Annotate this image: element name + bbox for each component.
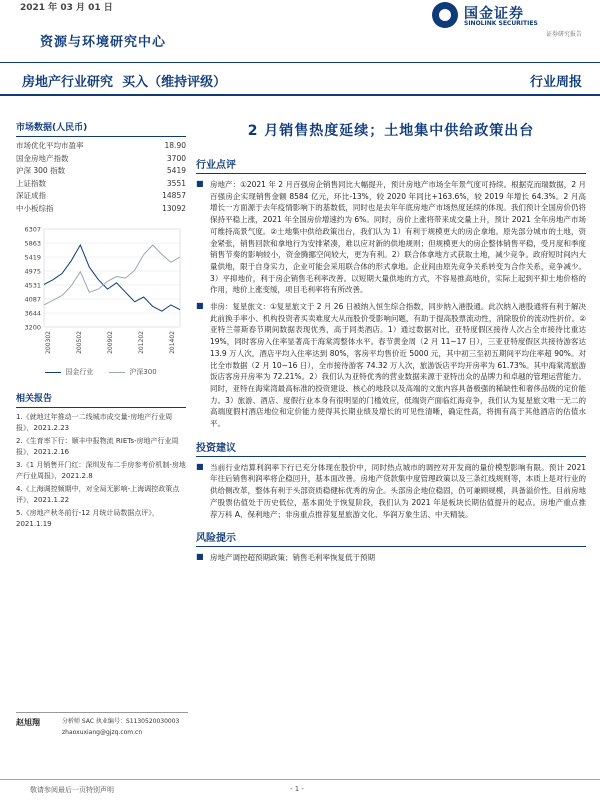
sidebar [16, 120, 186, 532]
related-report-item[interactable]: 2.《生育率下行：顺丰中报物流 RIETs-房地产行业周报》，2021.2.16 [16, 437, 179, 456]
related-reports-heading: 相关报告 [16, 391, 186, 408]
index-line-chart [16, 223, 186, 361]
section-risk: 风险提示 [196, 529, 586, 547]
rating: 买入（维持评级） [122, 75, 227, 90]
analyst-email[interactable]: zhaoxuxiang@gjzq.com.cn [62, 729, 143, 736]
market-row [16, 203, 186, 216]
market-row [16, 153, 186, 166]
market-label: 深证成指 [16, 191, 46, 200]
analyst-cert: 分析师 SAC 执业编号：S1130520030003 [62, 718, 180, 725]
bullet-icon: ■ [196, 179, 204, 188]
main-content [196, 120, 586, 569]
report-date: 2021 年 03 月 01 日 [20, 3, 113, 13]
series-line-industry [44, 245, 180, 311]
market-row [16, 190, 186, 203]
related-report-item[interactable]: 3.《1 月销售开门红：深圳发布二手房参考价机制-房地产行业周报》，2021.2.8 [16, 461, 186, 480]
y-tick-label: 5419 [24, 253, 41, 262]
y-tick-label: 4087 [24, 295, 41, 304]
series-line-hs300 [44, 245, 180, 305]
market-value: 13092 [162, 203, 186, 213]
y-tick-label: 4531 [24, 281, 41, 290]
footer-divider [0, 779, 600, 780]
report-title: 2 月销售热度延续；土地集中供给政策出台 [247, 123, 535, 139]
report-type: 房地产行业研究 [22, 75, 114, 90]
market-row [16, 165, 186, 178]
market-value: 18.90 [164, 141, 186, 150]
market-data-heading: 市场数据(人民币) [16, 120, 186, 137]
footer-disclaimer: 敬请参阅最后一页特别声明 [30, 786, 114, 794]
page-number: - 1 - [290, 785, 304, 793]
logo-mark-icon [432, 2, 458, 28]
bullet-icon: ■ [196, 301, 204, 311]
y-tick-label: 5863 [24, 239, 41, 248]
y-tick-label: 3644 [24, 309, 41, 318]
market-label: 上证指数 [16, 178, 46, 188]
report-category: 行业周报 [529, 75, 582, 90]
market-label: 沪深 300 指数 [16, 166, 66, 175]
plot-area [44, 229, 180, 327]
market-label: 国金房地产指数 [16, 153, 69, 163]
y-tick-label: 4975 [24, 267, 41, 276]
related-report-item[interactable]: 5.《房地产秋冬前行-12 月统计局数据点评》，2021.1.19 [16, 509, 159, 528]
x-tick-label: 200302 [45, 331, 52, 354]
market-data-table [16, 140, 186, 215]
company-logo [432, 2, 582, 36]
logo-subtitle: 证券研究报告 [545, 31, 582, 38]
x-tick-label: 201402 [169, 331, 176, 354]
legend-item-industry: 国金行业 [45, 367, 93, 377]
related-report-item[interactable]: 1.《就地过年推动一二线城市成交量-房地产行业周报》，2021.2.23 [16, 413, 173, 432]
report-banner [0, 62, 600, 96]
research-dept: 资源与环境研究中心 [40, 35, 167, 50]
related-report-item[interactable]: 4.《上海调控频期中，对全局无影响-上海调控政策点评》，2021.1.22 [16, 485, 180, 504]
x-tick-label: 200902 [107, 331, 114, 354]
legend-item-hs300: 沪深300 [109, 367, 156, 377]
paragraph-real-estate: ■ 房地产：①2021 年 2 月百强房企销售同比大幅提升，预计房地产市场全年景气度可持续。根据克而瑞数据，2 月百强房企实现销售金额 8584 亿元，环比-13%，较 2020 年同比+163.6%，较 2019 年增长 64.3%。2 月高增长一方面源于去年疫情影响下的基数低，同时也是去年年底房地产市场热度延续的体现。我们预计全国房价仍将保持平稳上涨，2021 年全国房价增速约为 6%。同时，房价上涨将带来成交量上升，预计 2021 全年房地产市场可维持高景气度。②土地集中供给政策出台，我们认为 1）有利于规模更大的房企拿地。原先部分城市的土地，资金紧张，销售回款和拿地行为安排紧凑，难以应对新的供地规则；但规模更大的房企整体销售平稳，受月度和季度销售节奏的影响较小，资金腾挪空间较大，更为有利。2）联合体拿地方式获取土地，减少竞争。政府短时间内大量供地，限于自身实力，企业可能会采用联合体的形式拿地。企业间由原先竞争关系转变为合作关系，竞争减少。3）平抑地价，利于房企销售毛利率改善。以短期大量供地的方式，不容易推高地价，实际上起到平抑土地价格的作用，地价上涨变缓，项目毛利率将有所改善。 [196, 179, 586, 295]
chart-legend [16, 367, 186, 377]
section-investment: 投资建议 [196, 439, 586, 457]
logo-name-en: SINOLINK SECURITIES [464, 20, 538, 27]
y-tick-label: 6307 [24, 225, 41, 234]
section-industry-review: 行业点评 [196, 156, 586, 174]
analyst-info [16, 712, 188, 737]
paragraph-risk: ■ 房地产调控超预期政策；销售毛利率恢复低于预期 [196, 552, 375, 563]
bullet-icon: ■ [196, 461, 204, 471]
logo-name-cn: 国金证券 [464, 6, 524, 22]
analyst-name: 赵旭翔 [16, 718, 40, 727]
market-label: 中小板综指 [16, 203, 54, 213]
related-reports-list [16, 412, 186, 530]
market-value: 5419 [166, 166, 186, 175]
market-label: 市场优化平均市盈率 [16, 141, 84, 150]
market-row [16, 140, 186, 153]
x-tick-label: 200502 [76, 331, 83, 354]
market-value: 3551 [166, 178, 186, 188]
market-value: 3700 [166, 153, 186, 163]
paragraph-investment: ■ 当前行业结算利润率下行已充分体现在股价中，同时热点城市的调控对开发商的量价模型影响有限。预计 2021 年往后销售利润率将企稳回升，基本面改善。房地产贷款集中度管理政策以及三条红线规则等，本质上是对行业的供给侧改革，整体有利于头部资质稳健标优秀的房企。头部房企地位稳固，仍可兼顾规模，具备溢价性。目前房地产股票估值处于历史低位，基本面处于恢复阶段，我们认为 2021 年是板块长期估值提升的起点。房地产重点推荐万科 A、保利地产；非房重点推荐复星旅游文化、华润万象生活、中天精装。 [196, 461, 586, 519]
paragraph-non-real-estate: ■ 非房：复星旅文：①复星旅文于 2 月 26 日被纳入恒生综合指数，同步纳入港股通。此次纳入港股通将有利于解决此前换手率小、机构投资者买卖难度大从而股价受影响问题，有助于提高股票流动性，消除股价的流动性折价。②亚特兰蒂斯春节期间数据表现优秀，高于同类酒店。1）通过数据对比，亚特度假区接待人次占全市接待比重达 19%，同时客房入住率显著高于海棠湾整体水平。春节黄金周（2 月 11~17 日），三亚亚特度假区共接待游客达 13.9 万人次，酒店平均入住率达到 80%，客房平均售价近 5000 元，其中初三至初五期间平均住率超 90%。对比全市数据（2 月 10~16 日），全市接待游客 74.32 万人次，旅游饭店平均开房率为 61.73%。其中海棠湾旅游饭店客房开房率为 72.21%。2）我们认为亚特优秀的营业数据来源于亚特出众的品牌力和卓越的管理运营能力。同时，亚特在海棠湾最高标准的投资建设、核心的地段以及高端的文旅内容具备极强的稀缺性和奢侈品级的定价能力。3）旅游、酒店、度假行业本身有很明显的门槛效应，低端资产面临红海竞争，我们认为复星旅文唯一无二的高端度假村酒店地位和定价能力使得其长期业绩及增长的可见性清晰，确定性高，将拥有高于其他酒店的估值水平。 [196, 301, 586, 429]
market-row [16, 178, 186, 191]
x-tick-label: 201202 [138, 331, 145, 354]
market-value: 14857 [162, 191, 186, 200]
bullet-icon: ■ [196, 552, 204, 562]
y-tick-label: 3200 [24, 323, 41, 332]
